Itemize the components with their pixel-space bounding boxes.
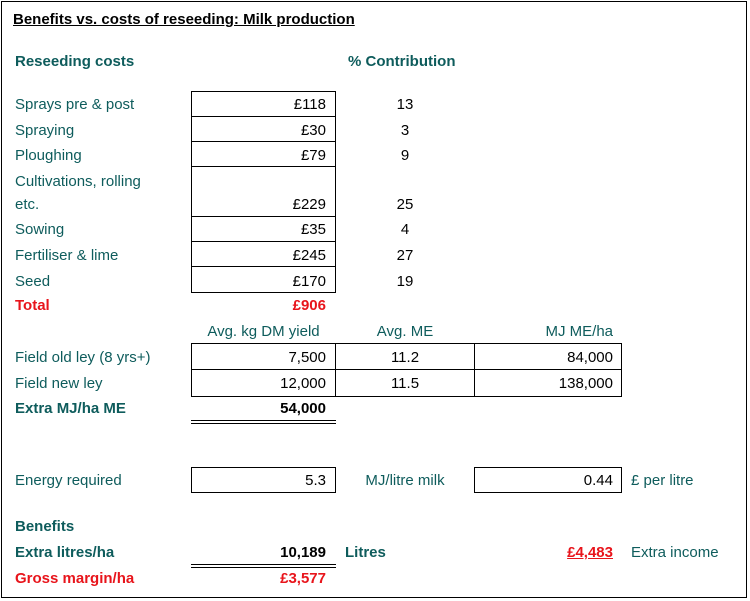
sheet-frame [1,1,747,598]
price-unit: £ per litre [631,472,694,489]
cost-pct: 9 [400,147,410,164]
gross-margin-value: £3,577 [280,570,326,587]
cost-label: Sprays pre & post [15,96,135,113]
yield-col-divider [474,343,475,397]
cost-label: Seed [15,273,51,290]
cost-pct: 4 [400,221,410,238]
cost-pct: 3 [400,122,410,139]
cost-label: Ploughing [15,147,82,164]
energy-value: 5.3 [305,472,326,489]
double-underline [191,420,336,424]
cost-value: £245 [292,247,326,264]
cost-value: £30 [300,122,326,139]
cost-label: Fertiliser & lime [15,247,119,264]
yield-row-divider [191,369,622,370]
price-value: 0.44 [583,472,613,489]
extra-income-value: £4,483 [567,544,613,561]
cost-value: £79 [300,147,326,164]
yield-label: Field old ley (8 yrs+) [15,349,151,366]
cost-value: £35 [300,221,326,238]
cost-pct: 19 [396,273,414,290]
extra-income-label: Extra income [631,544,719,561]
header-mj-me-ha: MJ ME/ha [545,323,613,340]
benefits-heading: Benefits [15,518,75,535]
reseeding-costs-heading: Reseeding costs [15,53,135,70]
yield-label: Field new ley [15,375,103,392]
yield-mj: 84,000 [567,349,613,366]
double-underline [191,564,336,568]
header-dm-yield: Avg. kg DM yield [207,323,320,340]
extra-litres-value: 10,189 [280,544,326,561]
cost-value: £118 [293,96,326,113]
cost-pct: 27 [396,247,414,264]
cost-pct: 13 [396,96,414,113]
cost-label: Sowing [15,221,65,238]
litres-unit: Litres [345,544,386,561]
cost-value: £170 [292,273,326,290]
cost-label-continued: etc. [15,196,40,213]
cost-label: Spraying [15,122,75,139]
yield-me: 11.2 [390,349,420,366]
header-avg-me: Avg. ME [376,323,434,340]
extra-mj-label: Extra MJ/ha ME [15,400,126,417]
cost-pct: 25 [396,196,414,213]
total-label: Total [15,297,50,314]
cost-value: £229 [292,196,326,213]
yield-dm: 7,500 [288,349,326,366]
cost-label: Cultivations, rolling [15,173,141,190]
yield-mj: 138,000 [558,375,613,392]
yield-me: 11.5 [390,375,420,392]
gross-margin-label: Gross margin/ha [15,570,135,587]
extra-litres-label: Extra litres/ha [15,544,115,561]
energy-unit: MJ/litre milk [365,472,445,489]
total-value: £906 [292,297,326,314]
yield-dm: 12,000 [280,375,326,392]
extra-mj-value: 54,000 [280,400,326,417]
page-title: Benefits vs. costs of reseeding: Milk production [13,11,355,28]
contribution-heading: % Contribution [348,53,456,70]
energy-label: Energy required [15,472,122,489]
